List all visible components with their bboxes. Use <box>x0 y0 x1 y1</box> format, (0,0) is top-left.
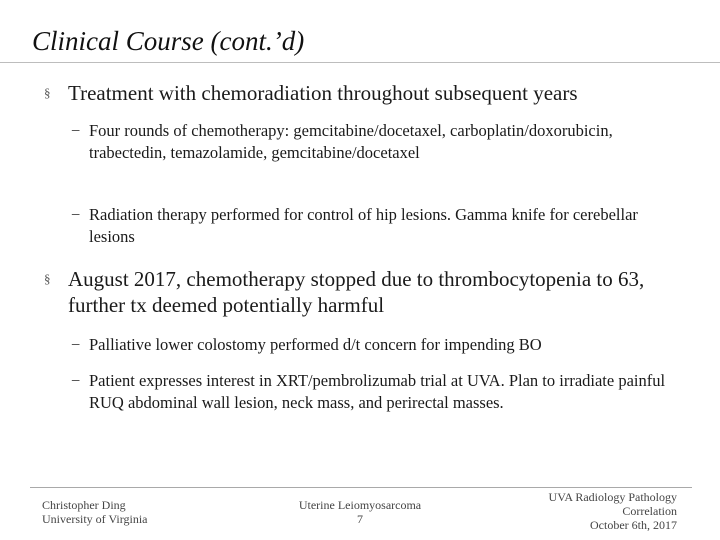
footer-event-name-cont: Correlation <box>622 504 677 518</box>
dash-bullet-icon: − <box>71 335 81 354</box>
bullet-1-text: Treatment with chemoradiation throughout subsequent years <box>68 81 578 105</box>
bullet-2-text: August 2017, chemotherapy stopped due to thrombocytopenia to 63, further tx deemed potentially harmful <box>68 267 645 317</box>
footer-divider <box>30 487 692 488</box>
footer-author <box>42 498 148 526</box>
sub-bullet-1-2-text: Radiation therapy performed for control of hip lesions. Gamma knife for cerebellar lesions <box>89 205 638 246</box>
square-bullet-icon: § <box>44 271 51 286</box>
sub-bullet-2-1-text: Palliative lower colostomy performed d/t concern for impending BO <box>89 335 542 354</box>
dash-bullet-icon: − <box>71 121 81 140</box>
footer-topic <box>280 498 440 526</box>
sub-bullet-2-2-text: Patient expresses interest in XRT/pembrolizumab trial at UVA. Plan to irradiate painful RUQ abdominal wall lesion, neck mass, and perirectal masses. <box>89 371 666 412</box>
sub-bullet-2-1 <box>71 334 679 356</box>
slide-title: Clinical Course (cont.’d) <box>32 26 305 56</box>
dash-bullet-icon: − <box>71 205 81 224</box>
sub-bullet-1-2 <box>71 204 679 248</box>
sub-bullet-1-1-text: Four rounds of chemotherapy: gemcitabine/docetaxel, carboplatin/doxorubicin, trabectedin, temazolamide, gemcitabine/docetaxel <box>89 121 613 162</box>
title-divider <box>0 62 720 63</box>
dash-bullet-icon: − <box>71 371 81 390</box>
sub-bullet-2-2 <box>71 370 679 414</box>
square-bullet-icon: § <box>44 85 51 100</box>
footer-topic-title: Uterine Leiomyosarcoma <box>298 498 422 512</box>
footer-event <box>549 490 677 532</box>
sub-bullet-1-1 <box>71 120 679 164</box>
page-number: 7 <box>357 512 363 526</box>
footer-institution: University of Virginia <box>42 512 148 526</box>
footer-author-name: Christopher Ding <box>42 498 126 512</box>
footer-date: October 6th, 2017 <box>590 518 677 532</box>
footer-event-name: UVA Radiology Pathology <box>548 490 677 504</box>
bullet-1 <box>44 80 688 106</box>
bullet-2 <box>44 266 688 318</box>
